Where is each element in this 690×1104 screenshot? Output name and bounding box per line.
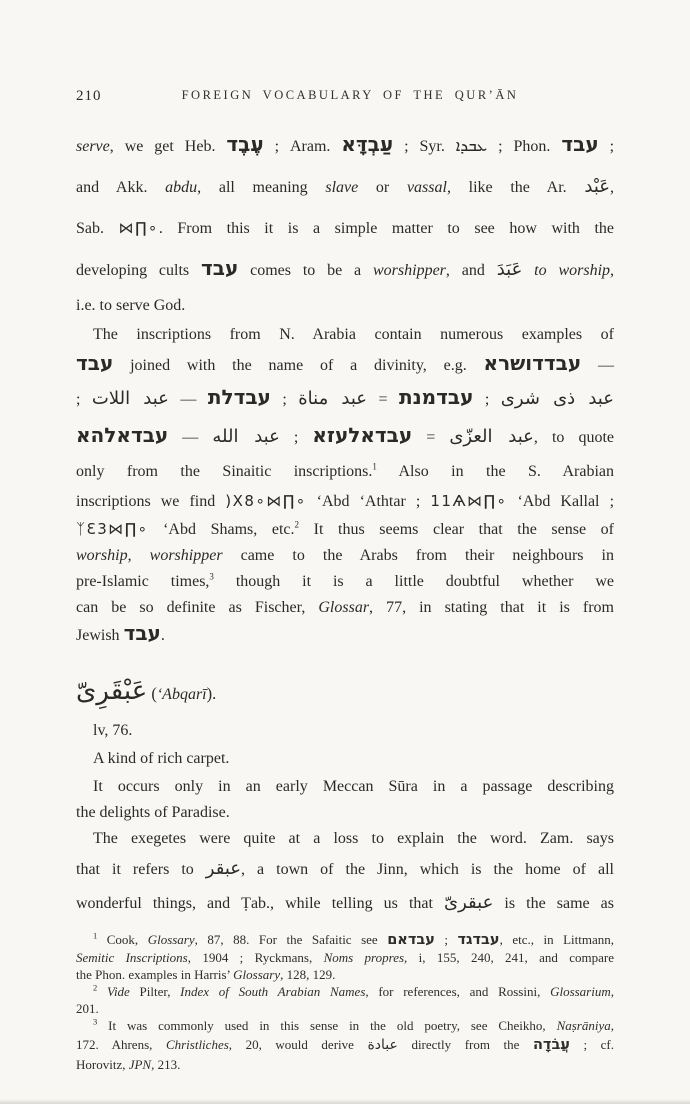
text-run: It occurs only in an early Meccan Sūra in a passage describing: [93, 778, 614, 795]
text-run: ‘Abd Shams, etc.: [148, 521, 295, 538]
text-run: .: [160, 627, 165, 644]
south-arabian-abd-athtar: )X8∘⋈∏∘: [225, 492, 307, 510]
text-line: [76, 456, 614, 487]
hebrew-abd-manat: עבדמנת: [398, 385, 474, 409]
text-line: [76, 321, 614, 349]
footnote-marker: 3: [93, 1016, 98, 1027]
hebrew-abd-lat: עבדלת: [207, 385, 271, 409]
text-run: Sab.: [76, 220, 119, 237]
italic-run: Christliches: [165, 1037, 229, 1052]
text-run: the delights of Paradise.: [76, 804, 230, 821]
text-run: though it is a little doubtful whether we: [213, 573, 615, 590]
italic-run: Glossary: [147, 932, 195, 947]
text-run: pre-Islamic times,: [76, 573, 210, 590]
text-run: , 128, 129.: [280, 967, 336, 982]
arabic-abd-aluzza: عبد العزّى: [449, 426, 534, 447]
footnotes-section: [76, 931, 614, 1073]
footnote-marker: 1: [93, 930, 98, 941]
arabic-abd-allah: عبد الله: [212, 426, 280, 447]
text-line: [76, 595, 614, 620]
text-run: ,: [610, 984, 614, 999]
hebrew-abodah: עֲבֹדָה: [532, 1037, 570, 1053]
text-run: joined with the name of a divinity, e.g.: [113, 357, 484, 374]
hebrew-abd: עבד: [123, 621, 161, 645]
text-run: . From this it is a simple matter to see how with the: [158, 220, 615, 237]
text-run: , we get Heb.: [109, 138, 227, 155]
text-run: , a town of the Jinn, which is the home of all: [241, 861, 614, 878]
text-line: [76, 380, 614, 417]
text-line: [76, 417, 614, 456]
text-run: that it refers to: [76, 861, 206, 878]
text-run: =: [412, 429, 450, 446]
footnote-marker: 2: [93, 982, 98, 993]
text-run: ,: [127, 547, 150, 564]
text-run: ;: [279, 429, 313, 446]
footnote-3-line: [76, 1034, 614, 1056]
syriac-abda: ܥܒܕܐ: [455, 136, 488, 155]
text-run: The inscriptions from N. Arabia contain numerous examples of: [93, 326, 614, 343]
hebrew-abd-aluzza: עבדאלעזא: [312, 423, 413, 447]
text-run: can be so definite as Fischer,: [76, 599, 319, 616]
italic-run: Vide: [106, 984, 130, 999]
text-run: i.e. to serve God.: [76, 297, 186, 314]
arabic-abqari: عبقرىّ: [444, 892, 494, 913]
text-run: , 213.: [151, 1057, 181, 1072]
hebrew-abd-phoenician: עבד: [561, 132, 599, 156]
italic-run: Glossar: [318, 599, 370, 616]
text-run: Jewish: [76, 627, 124, 644]
footnote-2-line: [76, 1000, 614, 1017]
text-line: [76, 620, 614, 649]
text-run: , 87, 88. For the Safaitic see: [194, 932, 388, 947]
hebrew-abd-dushara: עבדדושרא: [483, 351, 582, 375]
arabic-abd-allat: عبد اللات: [91, 388, 169, 409]
text-run: Horovitz,: [76, 1057, 129, 1072]
text-run: , 1904 ; Ryckmans,: [187, 950, 324, 965]
text-run: only from the Sinaitic inscriptions.: [76, 463, 373, 480]
transliteration-abqari: ‘Abqarī: [156, 686, 207, 703]
italic-run: abdu: [165, 179, 198, 196]
text-run: ; cf.: [569, 1037, 614, 1052]
text-line: [76, 800, 614, 826]
footnote-1-line: [76, 966, 614, 983]
text-run: and Akk.: [76, 179, 166, 196]
hebrew-abd: עבד: [201, 256, 239, 280]
text-line: [76, 487, 614, 516]
hebrew-abd: עבד: [76, 351, 114, 375]
text-run: lv, 76.: [93, 722, 133, 739]
text-line: [76, 208, 614, 249]
paragraph-abd-etymology: [76, 124, 614, 321]
footnote-3-line: [76, 1056, 614, 1073]
text-run: is the same as: [493, 895, 615, 912]
entry-body-abqari: [76, 717, 614, 919]
hebrew-abd-alaha: עבדאלהא: [76, 423, 169, 447]
footnote-3-line: [76, 1017, 614, 1034]
italic-run: worship: [76, 547, 128, 564]
text-run: inscriptions we find: [76, 493, 226, 510]
italic-run: Index of South Arabian Names: [180, 984, 366, 999]
italic-run: vassal: [406, 179, 447, 196]
italic-run: Semitic Inscriptions: [76, 950, 188, 965]
arabic-abd: عَبْد: [584, 176, 610, 197]
text-run: ;: [473, 391, 501, 408]
footnote-marker: 3: [209, 571, 214, 582]
text-run: =: [367, 391, 399, 408]
text-line: [76, 249, 614, 290]
text-run: It was commonly used in this sense in the old poetry, see Cheikho,: [97, 1018, 557, 1033]
arabic-abd-manat: عبد مناة: [298, 388, 368, 409]
arabic-abd-dhi-shara: عبد ذى شرى: [500, 388, 614, 409]
text-run: wonderful things, and Ṭab., while telling us that: [76, 895, 445, 912]
text-run: , i, 155, 240, 241, and compare: [404, 950, 614, 965]
hebrew-ebed: עֶבֶד: [226, 132, 264, 156]
text-run: [97, 984, 107, 999]
text-run: ‘Abd ‘Athtar ;: [306, 493, 431, 510]
south-arabian-abd-shams: ᛉƐ3⋈∏∘: [76, 520, 149, 538]
text-run: ; Syr.: [393, 138, 456, 155]
text-run: ‘Abd Kallal ;: [507, 493, 615, 510]
south-arabian-abd-kallal: 11Ѧ⋈∏∘: [430, 492, 508, 510]
text-run: , and: [445, 262, 497, 279]
italic-run: slave: [325, 179, 359, 196]
italic-run: Glossary: [233, 967, 281, 982]
italic-run: serve: [76, 138, 110, 155]
footnote-2-line: [76, 983, 614, 1000]
footnote-marker: 1: [372, 461, 377, 472]
running-title: FOREIGN VOCABULARY OF THE QUR’ĀN: [181, 88, 519, 102]
text-run: , to quote: [533, 429, 614, 446]
text-run: , for references, and Rossini,: [365, 984, 551, 999]
text-run: , etc., in Littmann,: [499, 932, 615, 947]
hebrew-abda: עַבְדָּא: [341, 132, 394, 156]
italic-run: JPN: [128, 1057, 152, 1072]
arabic-abada: عَبَدَ: [496, 259, 523, 280]
text-run: ,: [610, 179, 614, 196]
verse-reference: [76, 717, 614, 745]
text-run: —: [168, 429, 213, 446]
footnote-1-line: [76, 931, 614, 949]
text-run: Pilter,: [129, 984, 181, 999]
entry-heading-abqari: [76, 669, 614, 717]
text-run: [522, 262, 534, 279]
text-line: [76, 124, 614, 167]
text-run: , 20, would derive: [228, 1037, 368, 1052]
text-run: It thus seems clear that the sense of: [299, 521, 614, 538]
text-line: [76, 349, 614, 380]
text-run: 172. Ahrens,: [76, 1037, 166, 1052]
text-run: came to the Arabs from their neighbours in: [222, 547, 615, 564]
text-line: [76, 826, 614, 852]
text-run: , 77, in stating that it is from: [369, 599, 615, 616]
italic-run: Glossarium: [550, 984, 611, 999]
italic-run: to worship: [534, 262, 611, 279]
text-run: ;: [76, 391, 92, 408]
arabic-abqar: عبقر: [205, 858, 242, 879]
definition-line: [76, 745, 614, 773]
text-line: [76, 887, 614, 919]
text-run: directly from the: [397, 1037, 533, 1052]
text-run: 201.: [76, 1001, 99, 1016]
text-run: Cook,: [97, 932, 148, 947]
text-run: ,: [610, 262, 615, 279]
text-run: Also in the S. Arabian: [376, 463, 614, 480]
text-run: A kind of rich carpet.: [93, 750, 230, 767]
text-run: or: [358, 179, 407, 196]
text-run: , all meaning: [197, 179, 326, 196]
text-run: , like the Ar.: [446, 179, 585, 196]
text-line: [76, 569, 614, 595]
hebrew-abd-am: עבדאם: [387, 932, 435, 948]
text-run: ; Phon.: [487, 138, 562, 155]
text-line: [76, 543, 614, 569]
footnote-marker: 2: [294, 519, 300, 530]
south-arabian-abd: ⋈∏∘: [118, 219, 159, 237]
text-run: ;: [434, 932, 458, 947]
text-line: [76, 167, 614, 208]
text-run: ).: [206, 684, 217, 703]
text-run: —: [168, 391, 208, 408]
italic-run: worshipper: [373, 262, 446, 279]
text-line: [76, 290, 614, 321]
text-run: developing cults: [76, 262, 201, 279]
text-run: ;: [270, 391, 299, 408]
text-line: [76, 773, 614, 800]
italic-run: Naṣrāniya: [556, 1018, 611, 1033]
italic-run: Noms propres: [323, 950, 405, 965]
text-run: the Phon. examples in Harris’: [76, 967, 234, 982]
text-line: [76, 516, 614, 543]
page-header: [76, 88, 614, 106]
text-run: comes to be a: [238, 262, 373, 279]
arabic-ibada: عبادة: [367, 1037, 398, 1053]
italic-run: worshipper: [149, 547, 223, 564]
paragraph-inscriptions: [76, 321, 614, 649]
text-run: ,: [610, 1018, 614, 1033]
page-number: 210: [76, 88, 102, 104]
footnote-1-line: [76, 949, 614, 966]
text-run: ;: [598, 138, 615, 155]
text-run: The exegetes were quite at a loss to explain the word. Zam. says: [93, 830, 614, 847]
hebrew-abd-gad: עבדגד: [457, 932, 500, 948]
text-run: (: [147, 684, 157, 703]
text-line: [76, 852, 614, 887]
text-run: ; Aram.: [263, 138, 342, 155]
text-run: —: [581, 357, 615, 374]
arabic-abqari-headword: عَبْقَرِىّ: [76, 676, 148, 706]
